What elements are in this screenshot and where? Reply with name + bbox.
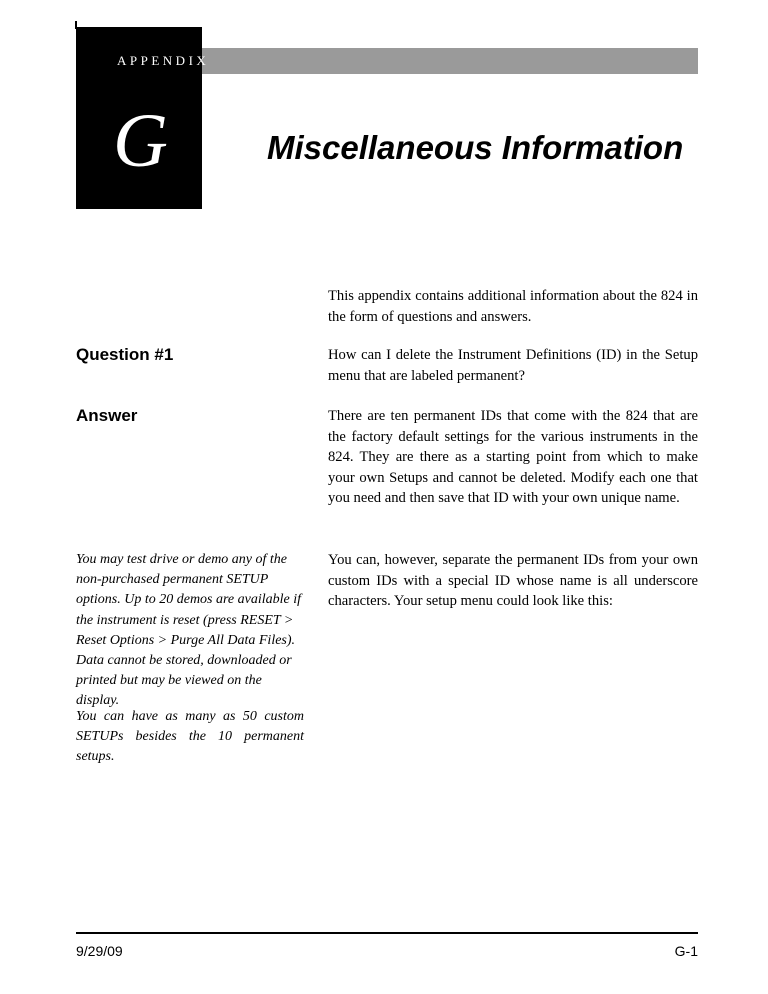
chapter-letter: G bbox=[113, 99, 168, 183]
question-text: How can I delete the Instrument Definitions (ID) in the Setup menu that are labeled permanent? bbox=[328, 347, 698, 384]
intro-paragraph: This appendix contains additional information about the 824 in the form of questions and answers. bbox=[328, 288, 698, 325]
footer-date: 9/29/09 bbox=[76, 943, 123, 959]
side-note-custom-setups: You can have as many as 50 custom SETUPs besides the 10 permanent setups. bbox=[76, 709, 304, 765]
appendix-label: APPENDIX bbox=[117, 53, 210, 68]
chapter-title: Miscellaneous Information bbox=[267, 129, 684, 167]
answer-heading: Answer bbox=[76, 406, 138, 425]
footer-rule bbox=[76, 932, 698, 934]
question-heading: Question #1 bbox=[76, 345, 174, 364]
answer-paragraph-1: There are ten permanent IDs that come with the 824 that are the factory default settings for the various instruments in the 824. They are there as a starting point from which to make your own Setups and cannot be deleted. Modify each one that you need and then save that ID with your own unique name. bbox=[328, 408, 698, 506]
answer-paragraph-2: You can, however, separate the permanent IDs from your own custom IDs with a special ID whose name is all underscore characters. Your setup menu could look like this: bbox=[328, 552, 698, 609]
footer-page-number: G-1 bbox=[674, 943, 698, 959]
side-note-demo: You may test drive or demo any of the non-purchased permanent SETUP options. Up to 20 demos are available if the instrument is reset (press RESET > Reset Options > Purge All Data Files). Data cannot be stored, downloaded or printed but may be viewed on the display. bbox=[76, 552, 302, 709]
